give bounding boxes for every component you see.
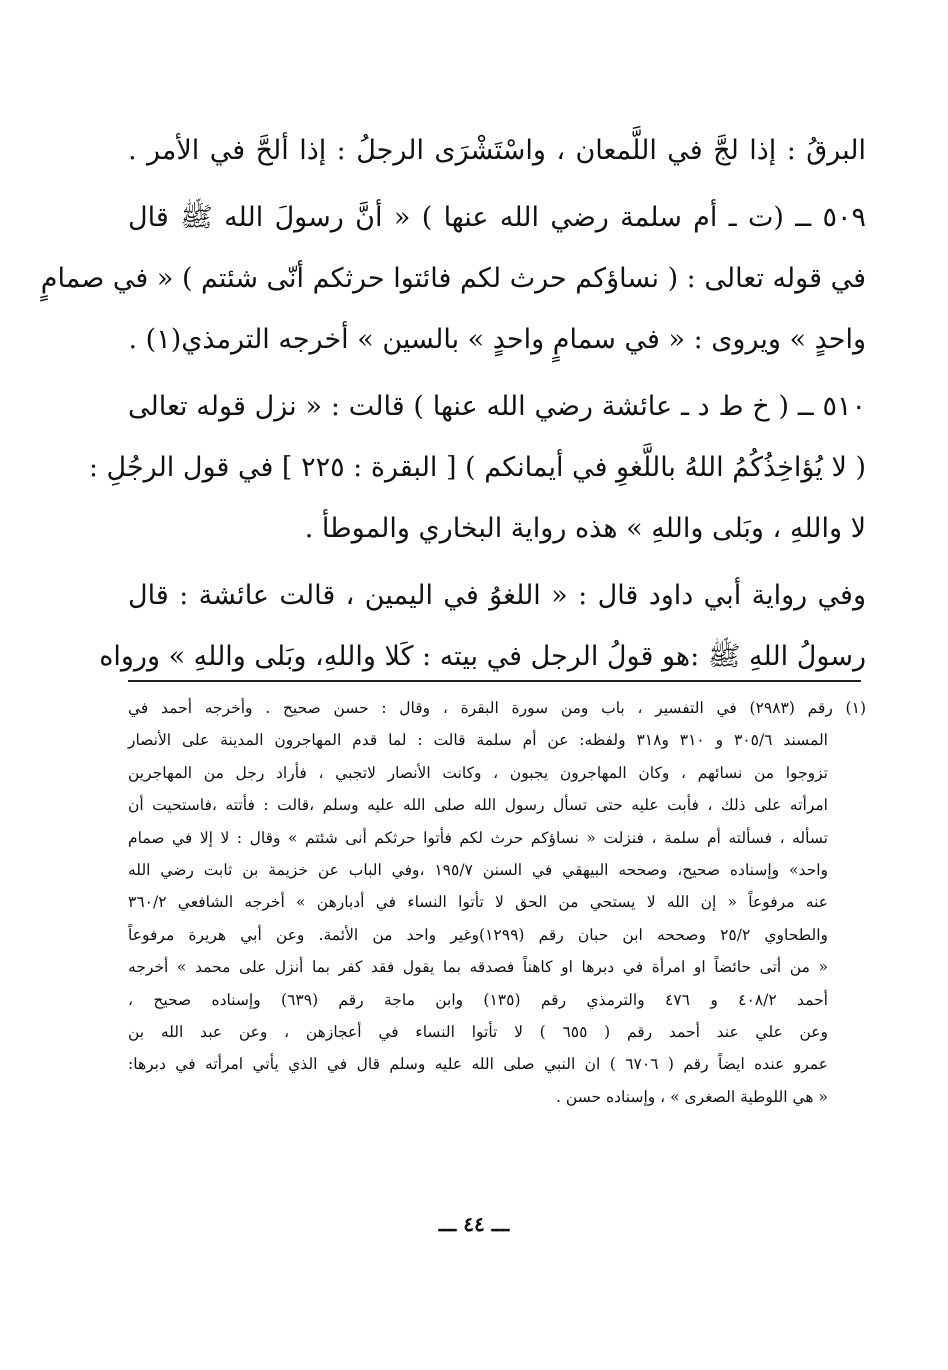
- footnote-line: عنه مرفوعاً « إن الله لا يستحي من الحق لا تأتوا النساء في أدبارهن » أخرجه الشافعي ٣٦٠/٢: [128, 893, 828, 912]
- footnote-divider: [128, 680, 861, 682]
- footnote-line: « من أتى حائضاً او امرأة في دبرها او كاهناً فصدقه بما يقول فقد كفر بما أنزل على محمد » أخرجه: [128, 958, 828, 977]
- footnote-line: تسأله ، فسألته أم سلمة ، فنزلت « نساؤكم حرث لكم فأتوا حرثكم أنى شئتم » وقال : لا إلا في صمام: [128, 828, 828, 847]
- footnote-line: واحد» وإسناده صحيح، وصححه البيهقي في السنن ١٩٥/٧ ،وفي الباب عن خزيمة بن ثابت رضي الله: [128, 860, 828, 879]
- text-line: واحدٍ » ويروى : « في سمامٍ واحدٍ » بالسين » أخرجه الترمذي(١) .: [128, 324, 866, 355]
- text-line: رسولُ اللهِ ﷺ :هو قولُ الرجل في بيته : كَلا واللهِ، وبَلى واللهِ » ورواه: [99, 641, 866, 672]
- footnote-line: عمرو عنده ايضاً رقم ( ٦٧٠٦ ) ان النبي صلى الله عليه وسلم قال في الذي يأتي امرأته في دبرها:: [128, 1055, 828, 1074]
- text-line: البرقُ : إذا لجَّ في اللَّمعان ، واسْتَشْرَى الرجلُ : إذا ألحَّ في الأمر .: [128, 135, 866, 166]
- footnote-line: « هي اللوطية الصغرى » ، وإسناده حسن .: [556, 1087, 828, 1106]
- text-line: لا واللهِ ، وبَلى واللهِ » هذه رواية البخاري والموطأ .: [304, 513, 866, 544]
- text-line: وفي رواية أبي داود قال : « اللغوُ في اليمين ، قالت عائشة : قال: [128, 580, 866, 611]
- footnote-line: تزوجوا من نسائهم ، وكان المهاجرون يجبون ، وكانت الأنصار لاتجبي ، فأراد رجل من المهاجرين: [128, 763, 828, 782]
- footnote-line: أحمد ٤٠٨/٢ و ٤٧٦ والترمذي رقم (١٣٥) وابن ماجة رقم (٦٣٩) وإسناده صحيح ،: [128, 990, 828, 1009]
- footnote-line: (١) رقم (٢٩٨٣) في التفسير ، باب ومن سورة البقرة ، وقال : حسن صحيح . وأخرجه أحمد في: [128, 699, 866, 717]
- footnotes: [128, 692, 866, 1113]
- footnote-line: امرأته على ذلك ، فأبت عليه حتى تسأل رسول الله صلى الله عليه وسلم ،قالت : فأتته ،فاستحيت أن: [128, 796, 828, 815]
- footnote-line: المسند ٣٠٥/٦ و ٣١٠ و٣١٨ ولفظه: عن أم سلمة قالت : لما قدم المهاجرون المدينة على الأنصار: [128, 731, 828, 750]
- text-line: في قوله تعالى : ( نساؤكم حرث لكم فائتوا حرثكم أنّى شئتم ) « في صمامٍ: [40, 263, 866, 294]
- page-number: ـــ ٤٤ ـــ: [438, 1212, 510, 1236]
- hadith-510-heading-line: ٥١٠ ــ ( خ ط د ـ عائشة رضي الله عنها ) قالت : « نزل قوله تعالى: [128, 391, 866, 422]
- text-line: ( لا يُؤاخِذُكُمُ اللهُ باللَّغوِ في أيمانكم ) [ البقرة : ٢٢٥ ] في قول الرجُلِ :: [88, 452, 866, 483]
- hadith-509-heading-line: ٥٠٩ ــ (ت ـ أم سلمة رضي الله عنها ) « أنَّ رسولَ الله ﷺ قال: [128, 202, 866, 233]
- footnote-line: وعن علي عند أحمد رقم ( ٦٥٥ ) لا تأتوا النساء في أعجازهن ، وعن عبد الله بن: [128, 1022, 828, 1041]
- main-text: [40, 120, 866, 687]
- footnote-line: والطحاوي ٢٥/٢ وصححه ابن حبان رقم (١٢٩٩)وغير واحد من الأئمة. وعن أبي هريرة مرفوعاً: [128, 925, 828, 944]
